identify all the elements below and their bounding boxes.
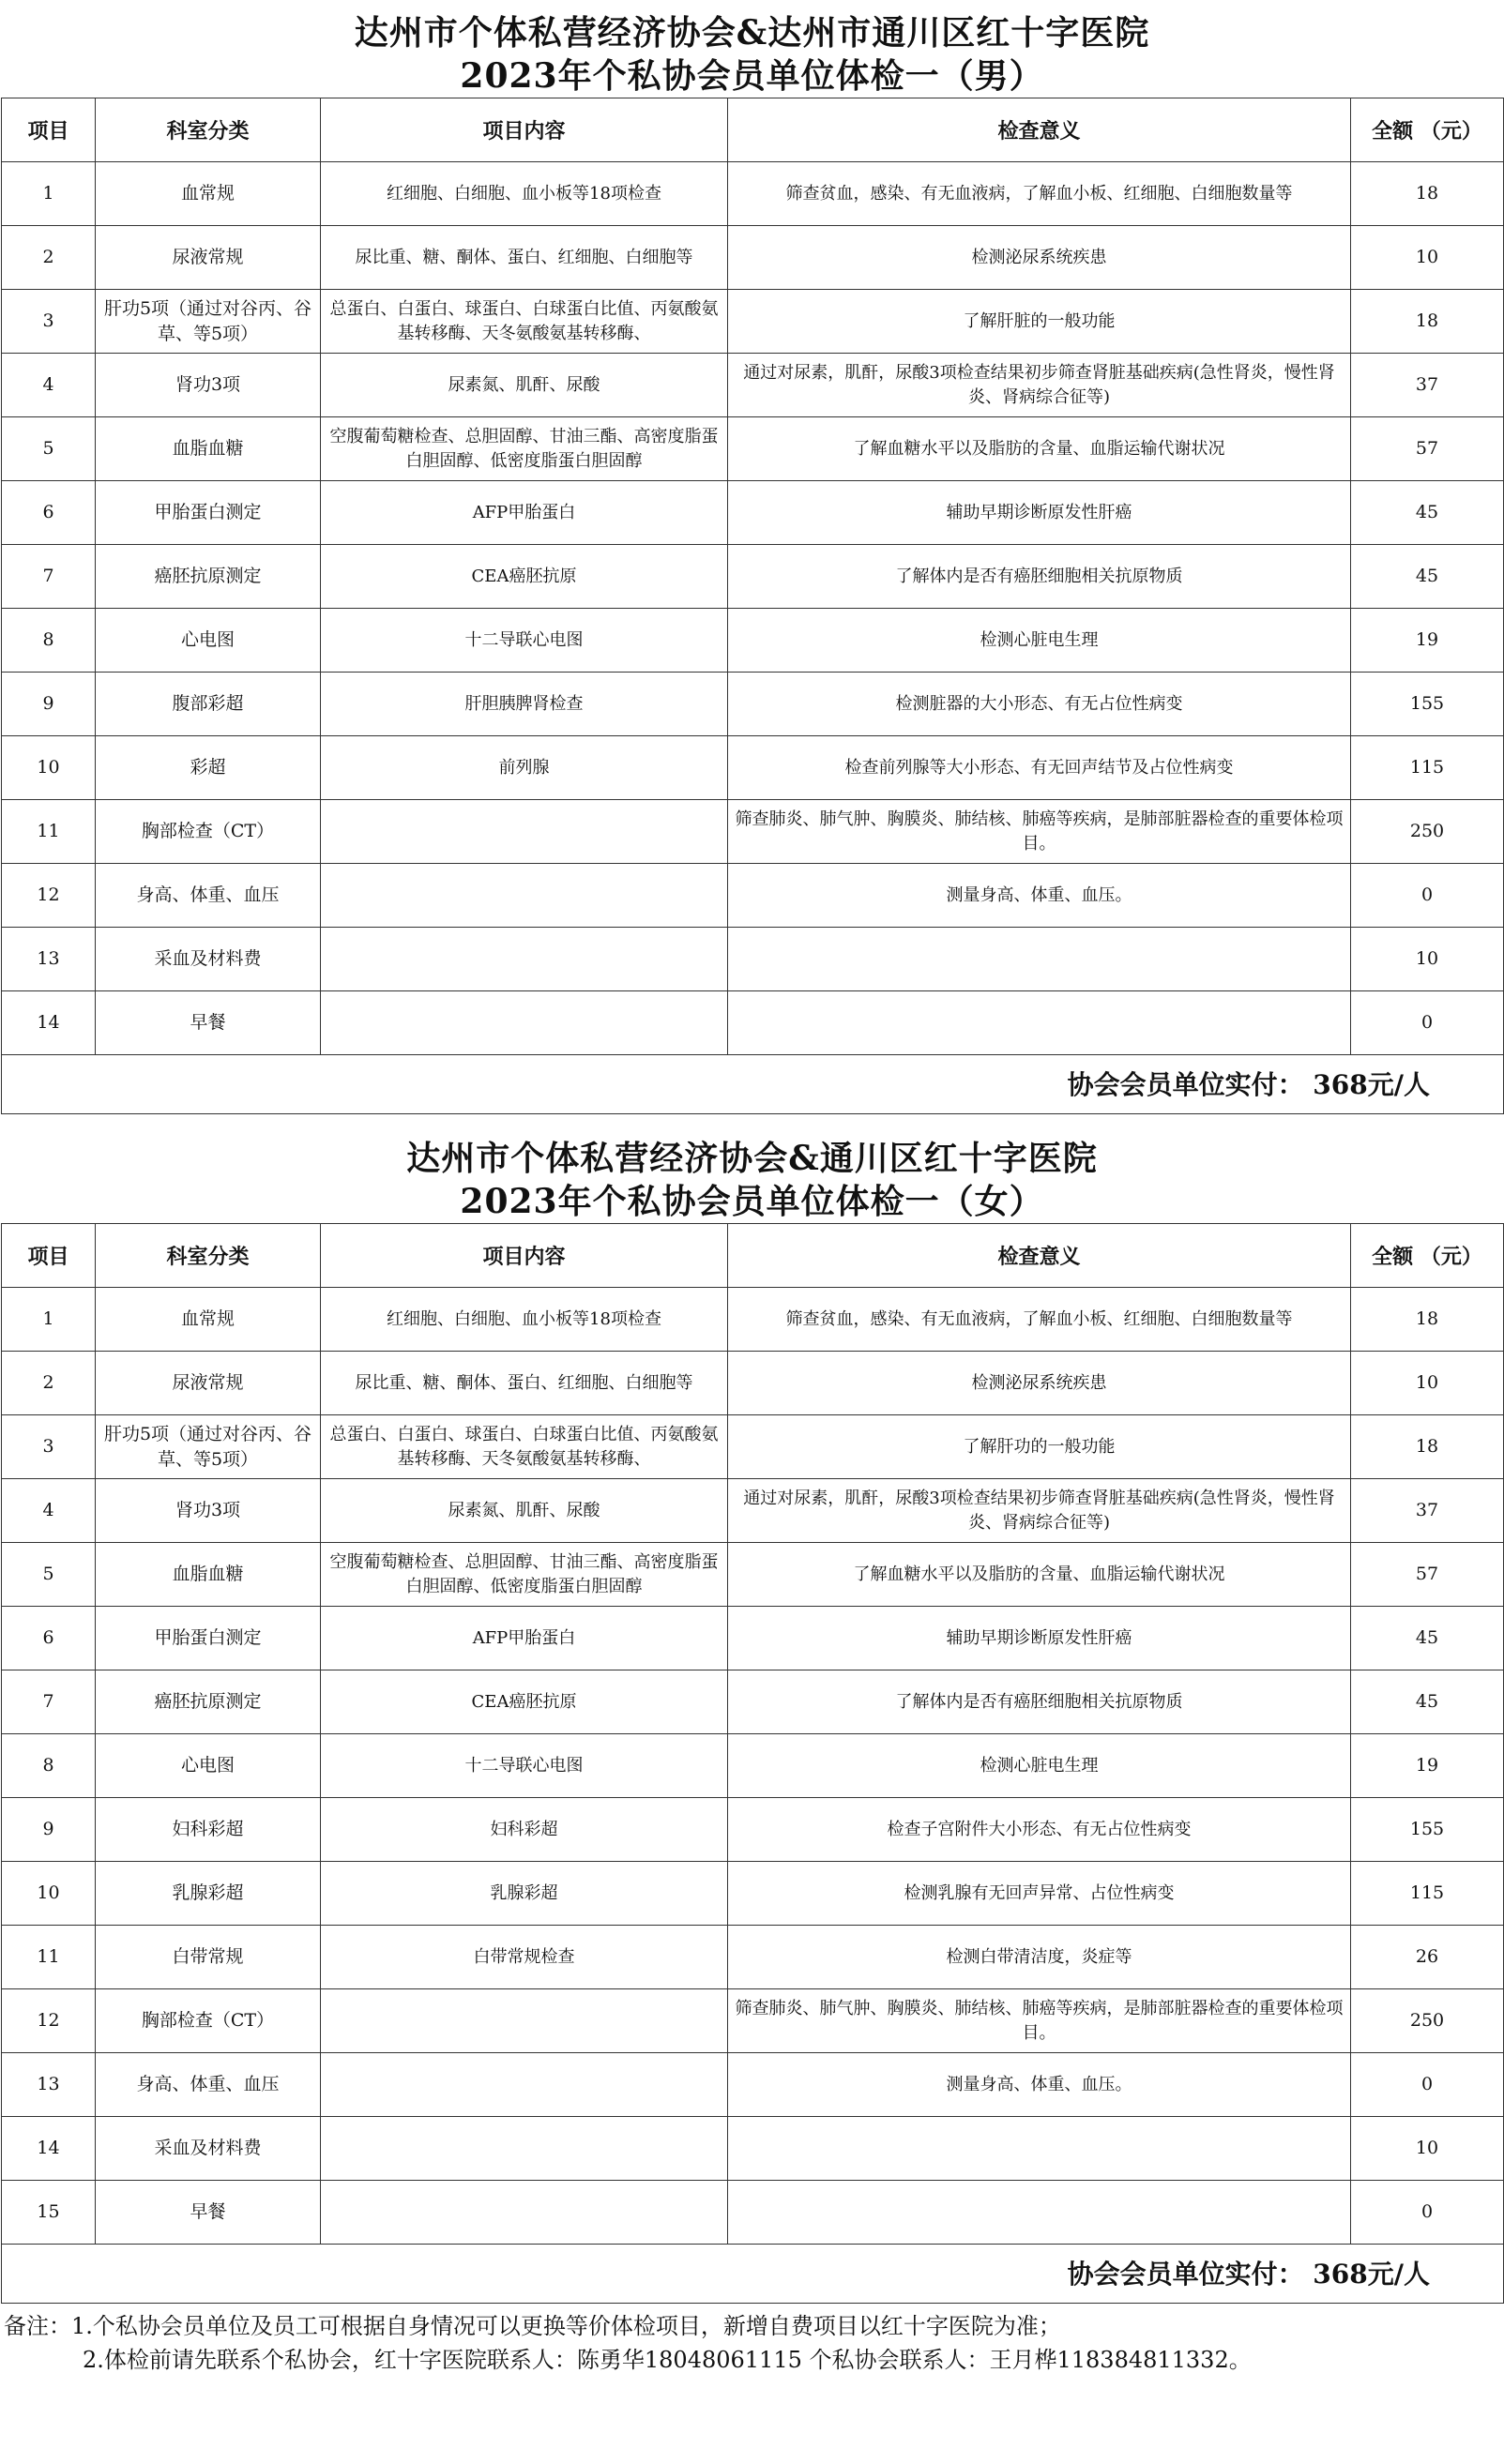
male-title-line2: 2023年个私协会员单位体检一（男） [460, 56, 1044, 96]
row-price: 10 [1351, 226, 1504, 290]
table-row [2, 2053, 1504, 2117]
row-dept: 肾功3项 [96, 1479, 321, 1543]
row-dept: 血常规 [96, 1288, 321, 1352]
table-row [2, 1607, 1504, 1670]
row-meaning: 了解体内是否有癌胚细胞相关抗原物质 [728, 1670, 1351, 1734]
row-no: 6 [2, 1607, 96, 1670]
table-row [2, 736, 1504, 800]
row-price: 37 [1351, 1479, 1504, 1543]
table-row [2, 2181, 1504, 2245]
header-price: 全额 （元） [1351, 98, 1504, 162]
row-price: 115 [1351, 736, 1504, 800]
table-row [2, 1798, 1504, 1862]
table-row [2, 1734, 1504, 1798]
female-table-body [2, 1288, 1504, 2245]
row-price: 57 [1351, 417, 1504, 481]
row-no: 2 [2, 1352, 96, 1415]
row-content: 空腹葡萄糖检查、总胆固醇、甘油三酯、高密度脂蛋白胆固醇、低密度脂蛋白胆固醇 [321, 1543, 728, 1607]
row-content [321, 800, 728, 864]
table-row [2, 1415, 1504, 1479]
row-meaning: 检测乳腺有无回声异常、占位性病变 [728, 1862, 1351, 1926]
table-row [2, 1543, 1504, 1607]
row-content [321, 2117, 728, 2181]
row-content [321, 991, 728, 1055]
male-table-body [2, 162, 1504, 1055]
row-meaning [728, 991, 1351, 1055]
row-no: 5 [2, 1543, 96, 1607]
row-no: 5 [2, 417, 96, 481]
table-row [2, 290, 1504, 354]
table-row [2, 1926, 1504, 1989]
table-row [2, 162, 1504, 226]
row-dept: 身高、体重、血压 [96, 864, 321, 928]
row-content [321, 928, 728, 991]
row-no: 11 [2, 800, 96, 864]
row-dept: 心电图 [96, 1734, 321, 1798]
row-meaning: 了解血糖水平以及脂肪的含量、血脂运输代谢状况 [728, 1543, 1351, 1607]
row-meaning: 测量身高、体重、血压。 [728, 2053, 1351, 2117]
row-price: 0 [1351, 864, 1504, 928]
row-dept: 身高、体重、血压 [96, 2053, 321, 2117]
header-meaning: 检查意义 [728, 1224, 1351, 1288]
male-total: 协会会员单位实付： 368元/人 [2, 1055, 1504, 1114]
table-row [2, 609, 1504, 673]
row-dept: 妇科彩超 [96, 1798, 321, 1862]
row-dept: 肾功3项 [96, 354, 321, 417]
note-line-2: 2.体检前请先联系个私协会，红十字医院联系人：陈勇华18048061115 个私协会联系人：王月桦118384811332。 [83, 2347, 1252, 2373]
row-dept: 早餐 [96, 991, 321, 1055]
male-title [0, 0, 1504, 98]
row-dept: 胸部检查（CT） [96, 800, 321, 864]
row-dept: 腹部彩超 [96, 673, 321, 736]
header-meaning: 检查意义 [728, 98, 1351, 162]
row-dept: 尿液常规 [96, 226, 321, 290]
male-total-row [2, 1055, 1504, 1114]
row-price: 45 [1351, 545, 1504, 609]
row-meaning: 检测心脏电生理 [728, 1734, 1351, 1798]
row-price: 250 [1351, 1989, 1504, 2053]
table-row [2, 991, 1504, 1055]
row-content [321, 2053, 728, 2117]
row-no: 14 [2, 2117, 96, 2181]
row-price: 18 [1351, 1288, 1504, 1352]
female-title-line2: 2023年个私协会员单位体检一（女） [460, 1182, 1044, 1221]
male-block [0, 0, 1504, 1114]
row-no: 4 [2, 354, 96, 417]
female-table [1, 1223, 1504, 2304]
row-meaning [728, 2117, 1351, 2181]
table-row [2, 1989, 1504, 2053]
row-price: 18 [1351, 162, 1504, 226]
notes [0, 2309, 1504, 2377]
row-meaning: 筛查肺炎、肺气肿、胸膜炎、肺结核、肺癌等疾病，是肺部脏器检查的重要体检项目。 [728, 800, 1351, 864]
row-price: 57 [1351, 1543, 1504, 1607]
row-meaning: 辅助早期诊断原发性肝癌 [728, 1607, 1351, 1670]
row-content: 白带常规检查 [321, 1926, 728, 1989]
row-dept: 甲胎蛋白测定 [96, 1607, 321, 1670]
table-row [2, 481, 1504, 545]
table-row [2, 2117, 1504, 2181]
row-dept: 采血及材料费 [96, 928, 321, 991]
row-meaning: 通过对尿素，肌酐，尿酸3项检查结果初步筛查肾脏基础疾病(急性肾炎，慢性肾炎、肾病综合征等) [728, 354, 1351, 417]
row-dept: 肝功5项（通过对谷丙、谷草、等5项） [96, 290, 321, 354]
row-dept: 采血及材料费 [96, 2117, 321, 2181]
row-no: 3 [2, 290, 96, 354]
row-no: 10 [2, 1862, 96, 1926]
header-content: 项目内容 [321, 1224, 728, 1288]
row-dept: 血脂血糖 [96, 1543, 321, 1607]
row-dept: 血脂血糖 [96, 417, 321, 481]
header-dept: 科室分类 [96, 1224, 321, 1288]
header-no: 项目 [2, 1224, 96, 1288]
header-dept: 科室分类 [96, 98, 321, 162]
table-row [2, 928, 1504, 991]
row-meaning: 了解体内是否有癌胚细胞相关抗原物质 [728, 545, 1351, 609]
row-price: 19 [1351, 1734, 1504, 1798]
row-dept: 癌胚抗原测定 [96, 1670, 321, 1734]
row-meaning: 辅助早期诊断原发性肝癌 [728, 481, 1351, 545]
female-title-line1: 达州市个体私营经济协会&通川区红十字医院 [406, 1139, 1098, 1178]
row-dept: 尿液常规 [96, 1352, 321, 1415]
row-price: 115 [1351, 1862, 1504, 1926]
row-meaning: 检测脏器的大小形态、有无占位性病变 [728, 673, 1351, 736]
row-price: 155 [1351, 1798, 1504, 1862]
row-dept: 白带常规 [96, 1926, 321, 1989]
row-meaning: 筛查肺炎、肺气肿、胸膜炎、肺结核、肺癌等疾病，是肺部脏器检查的重要体检项目。 [728, 1989, 1351, 2053]
row-meaning [728, 928, 1351, 991]
row-price: 45 [1351, 1670, 1504, 1734]
table-row [2, 800, 1504, 864]
table-row [2, 1352, 1504, 1415]
row-no: 1 [2, 162, 96, 226]
row-no: 2 [2, 226, 96, 290]
row-meaning: 检测白带清洁度，炎症等 [728, 1926, 1351, 1989]
row-price: 26 [1351, 1926, 1504, 1989]
table-row [2, 226, 1504, 290]
row-dept: 乳腺彩超 [96, 1862, 321, 1926]
row-content: 乳腺彩超 [321, 1862, 728, 1926]
row-content: 前列腺 [321, 736, 728, 800]
row-content: 十二导联心电图 [321, 609, 728, 673]
row-price: 45 [1351, 481, 1504, 545]
row-meaning: 通过对尿素，肌酐，尿酸3项检查结果初步筛查肾脏基础疾病(急性肾炎，慢性肾炎、肾病综合征等) [728, 1479, 1351, 1543]
row-price: 18 [1351, 290, 1504, 354]
row-content: 红细胞、白细胞、血小板等18项检查 [321, 1288, 728, 1352]
row-no: 12 [2, 1989, 96, 2053]
row-content: 空腹葡萄糖检查、总胆固醇、甘油三酯、高密度脂蛋白胆固醇、低密度脂蛋白胆固醇 [321, 417, 728, 481]
row-content: 总蛋白、白蛋白、球蛋白、白球蛋白比值、丙氨酸氨基转移酶、天冬氨酸氨基转移酶、 [321, 1415, 728, 1479]
row-meaning: 测量身高、体重、血压。 [728, 864, 1351, 928]
row-content: 总蛋白、白蛋白、球蛋白、白球蛋白比值、丙氨酸氨基转移酶、天冬氨酸氨基转移酶、 [321, 290, 728, 354]
row-content: 十二导联心电图 [321, 1734, 728, 1798]
row-meaning: 检测泌尿系统疾患 [728, 226, 1351, 290]
row-no: 8 [2, 1734, 96, 1798]
row-content: 妇科彩超 [321, 1798, 728, 1862]
table-row [2, 1862, 1504, 1926]
table-row [2, 864, 1504, 928]
header-no: 项目 [2, 98, 96, 162]
row-no: 15 [2, 2181, 96, 2245]
table-row [2, 1479, 1504, 1543]
female-block [0, 1126, 1504, 2304]
row-price: 155 [1351, 673, 1504, 736]
row-no: 13 [2, 928, 96, 991]
female-title [0, 1126, 1504, 1223]
row-price: 19 [1351, 609, 1504, 673]
row-price: 0 [1351, 991, 1504, 1055]
male-table [1, 98, 1504, 1114]
row-content: 肝胆胰脾肾检查 [321, 673, 728, 736]
row-price: 0 [1351, 2053, 1504, 2117]
table-header-row [2, 98, 1504, 162]
row-price: 0 [1351, 2181, 1504, 2245]
row-meaning: 筛查贫血，感染、有无血液病，了解血小板、红细胞、白细胞数量等 [728, 1288, 1351, 1352]
row-price: 45 [1351, 1607, 1504, 1670]
row-meaning: 了解肝功的一般功能 [728, 1415, 1351, 1479]
row-no: 1 [2, 1288, 96, 1352]
row-no: 7 [2, 545, 96, 609]
row-price: 10 [1351, 2117, 1504, 2181]
row-content: 红细胞、白细胞、血小板等18项检查 [321, 162, 728, 226]
header-content: 项目内容 [321, 98, 728, 162]
row-meaning: 检查子宫附件大小形态、有无占位性病变 [728, 1798, 1351, 1862]
row-meaning [728, 2181, 1351, 2245]
row-meaning: 筛查贫血，感染、有无血液病，了解血小板、红细胞、白细胞数量等 [728, 162, 1351, 226]
row-dept: 心电图 [96, 609, 321, 673]
row-content: 尿比重、糖、酮体、蛋白、红细胞、白细胞等 [321, 226, 728, 290]
row-content [321, 1989, 728, 2053]
table-row [2, 545, 1504, 609]
row-no: 6 [2, 481, 96, 545]
row-no: 13 [2, 2053, 96, 2117]
row-dept: 胸部检查（CT） [96, 1989, 321, 2053]
table-row [2, 417, 1504, 481]
row-meaning: 检查前列腺等大小形态、有无回声结节及占位性病变 [728, 736, 1351, 800]
row-no: 14 [2, 991, 96, 1055]
row-no: 9 [2, 673, 96, 736]
row-dept: 肝功5项（通过对谷丙、谷草、等5项） [96, 1415, 321, 1479]
row-content [321, 864, 728, 928]
row-price: 10 [1351, 1352, 1504, 1415]
table-row [2, 673, 1504, 736]
row-content: 尿素氮、肌酐、尿酸 [321, 354, 728, 417]
row-meaning: 了解血糖水平以及脂肪的含量、血脂运输代谢状况 [728, 417, 1351, 481]
row-no: 3 [2, 1415, 96, 1479]
row-no: 7 [2, 1670, 96, 1734]
row-price: 250 [1351, 800, 1504, 864]
row-no: 10 [2, 736, 96, 800]
table-row [2, 354, 1504, 417]
note-line-1: 备注：1.个私协会员单位及员工可根据自身情况可以更换等价体检项目，新增自费项目以红十字医院为准； [4, 2313, 1061, 2339]
row-meaning: 检测泌尿系统疾患 [728, 1352, 1351, 1415]
row-content: CEA癌胚抗原 [321, 545, 728, 609]
female-total: 协会会员单位实付： 368元/人 [2, 2245, 1504, 2304]
row-price: 10 [1351, 928, 1504, 991]
female-total-row [2, 2245, 1504, 2304]
row-dept: 血常规 [96, 162, 321, 226]
row-content: AFP甲胎蛋白 [321, 481, 728, 545]
row-dept: 甲胎蛋白测定 [96, 481, 321, 545]
row-content: CEA癌胚抗原 [321, 1670, 728, 1734]
row-dept: 早餐 [96, 2181, 321, 2245]
row-content: 尿比重、糖、酮体、蛋白、红细胞、白细胞等 [321, 1352, 728, 1415]
header-price: 全额 （元） [1351, 1224, 1504, 1288]
row-meaning: 了解肝脏的一般功能 [728, 290, 1351, 354]
row-meaning: 检测心脏电生理 [728, 609, 1351, 673]
row-price: 18 [1351, 1415, 1504, 1479]
table-row [2, 1670, 1504, 1734]
row-no: 11 [2, 1926, 96, 1989]
row-price: 37 [1351, 354, 1504, 417]
row-no: 9 [2, 1798, 96, 1862]
row-dept: 彩超 [96, 736, 321, 800]
row-content [321, 2181, 728, 2245]
row-dept: 癌胚抗原测定 [96, 545, 321, 609]
row-no: 12 [2, 864, 96, 928]
table-header-row [2, 1224, 1504, 1288]
table-row [2, 1288, 1504, 1352]
row-no: 8 [2, 609, 96, 673]
row-content: AFP甲胎蛋白 [321, 1607, 728, 1670]
row-content: 尿素氮、肌酐、尿酸 [321, 1479, 728, 1543]
male-title-line1: 达州市个体私营经济协会&达州市通川区红十字医院 [354, 13, 1150, 53]
row-no: 4 [2, 1479, 96, 1543]
